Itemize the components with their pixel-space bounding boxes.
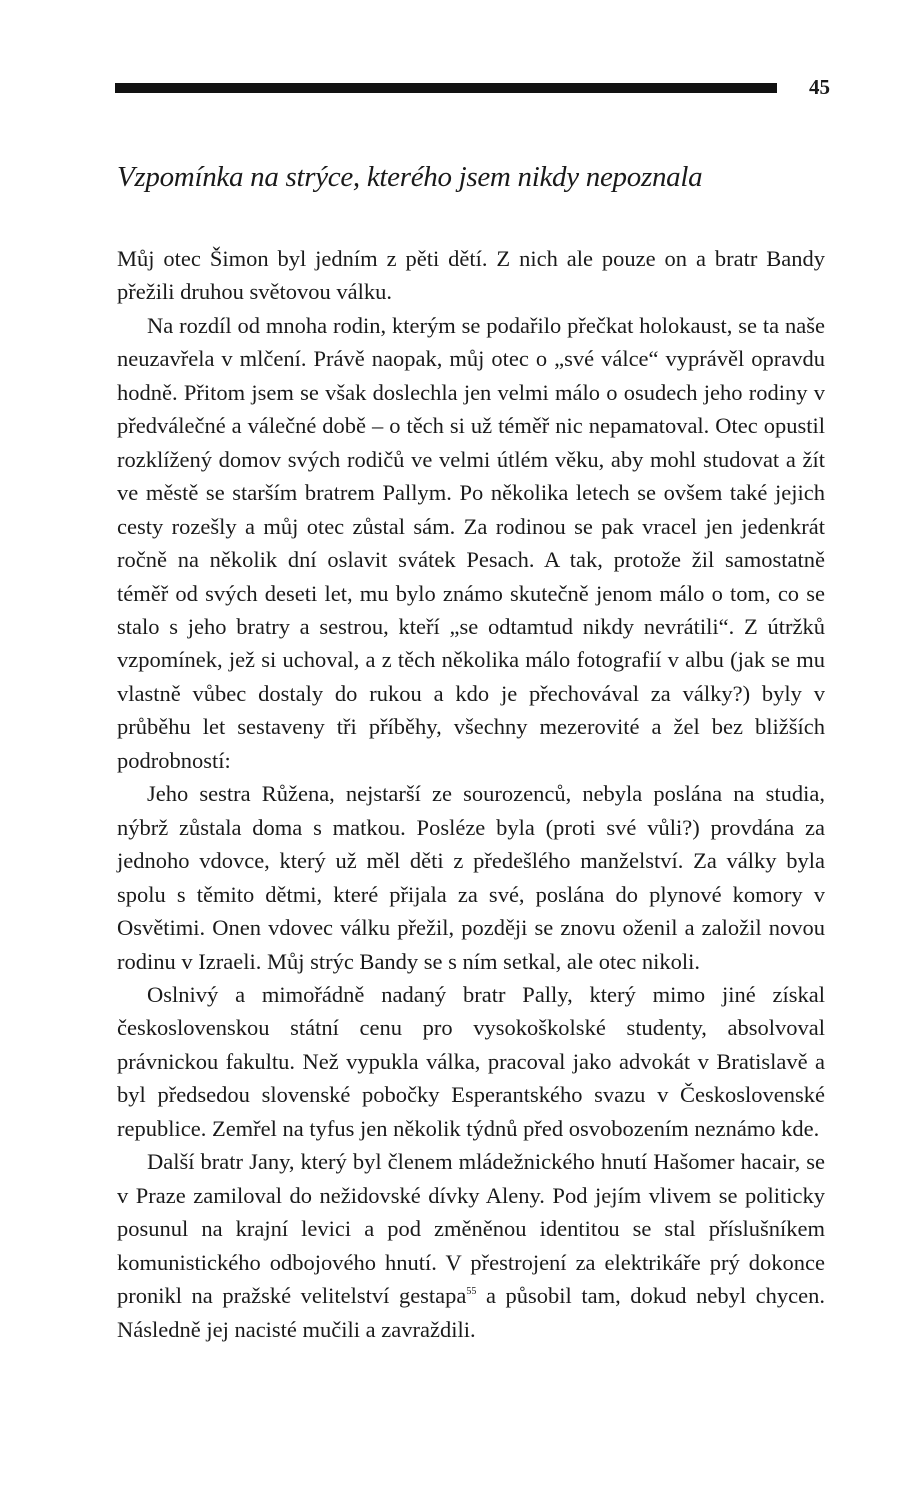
- paragraph-3: Jeho sestra Růžena, nejstarší ze sourozenců, nebyla poslána na studia, nýbrž zůstala doma s matkou. Posléze byla (proti své vůli?) provdána za jednoho vdovce, který už měl děti z předešlého manželství. Za války byla spolu s těmito dětmi, které přijala za své, poslána do plynové komory v Osvětimi. Onen vdovec válku přežil, později se znovu oženil a založil novou rodinu v Izraeli. Můj strýc Bandy se s ním setkal, ale otec nikoli.: [117, 781, 825, 974]
- body-text: [117, 242, 825, 1346]
- header-rule: [115, 83, 777, 93]
- footnote-reference: 55: [466, 1286, 477, 1298]
- paragraph-5: [117, 1145, 825, 1346]
- chapter-title: Vzpomínka na strýce, kterého jsem nikdy nepoznala: [117, 161, 703, 193]
- paragraph-5-text-after-note: a působil tam, dokud nebyl chycen. Následně jej nacisté mučili a zavraždili.: [117, 1283, 825, 1342]
- page-number: 45: [809, 75, 830, 99]
- paragraph-2: Na rozdíl od mnoha rodin, kterým se podařilo přečkat holokaust, se ta naše neuzavřela v mlčení. Právě naopak, můj otec o „své válce“ vyprávěl opravdu hodně. Přitom jsem se však doslechla jen velmi málo o osudech jeho rodiny v předválečné a válečné době – o těch si už téměř nic nepamatoval. Otec opustil rozklížený domov svých rodičů ve velmi útlém věku, aby mohl studovat a žít ve městě se starším bratrem Pallym. Po několika letech se ovšem také jejich cesty rozešly a můj otec zůstal sám. Za rodinou se pak vracel jen jedenkrát ročně na několik dní oslavit svátek Pesach. A tak, protože žil samostatně téměř od svých deseti let, mu bylo známo skutečně jenom málo o tom, co se stalo s jeho bratry a sestrou, kteří „se odtamtud nikdy nevrátili“. Z útržků vzpomínek, jež si uchoval, a z těch několika málo fotografií v albu (jak se mu vlastně vůbec dostaly do rukou a kdo je přechovával za války?) byly v průběhu let sestaveny tři příběhy, všechny mezerovité a žel bez bližších podrobností:: [117, 312, 825, 773]
- paragraph-4: Oslnivý a mimořádně nadaný bratr Pally, který mimo jiné získal československou státní cenu pro vysokoškolské studenty, absolvoval právnickou fakultu. Než vypukla válka, pracoval jako advokát v Bratislavě a byl předsedou slovenské pobočky Esperantského svazu v Československé republice. Zemřel na tyfus jen několik týdnů před osvobozením neznámo kde.: [117, 981, 825, 1141]
- paragraph-5-text-before-note: Další bratr Jany, který byl členem mládežnického hnutí Hašomer hacair, se v Praze zamiloval do nežidovské dívky Aleny. Pod jejím vlivem se politicky posunul na krajní levici a pod změněnou identitou se stal příslušníkem komunistického odbojového hnutí. V přestrojení za elektrikáře prý dokonce pronikl na pražské velitelství gestapa: [117, 1149, 825, 1309]
- paragraph-1: Můj otec Šimon byl jedním z pěti dětí. Z nich ale pouze on a bratr Bandy přežili druhou světovou válku.: [117, 246, 825, 305]
